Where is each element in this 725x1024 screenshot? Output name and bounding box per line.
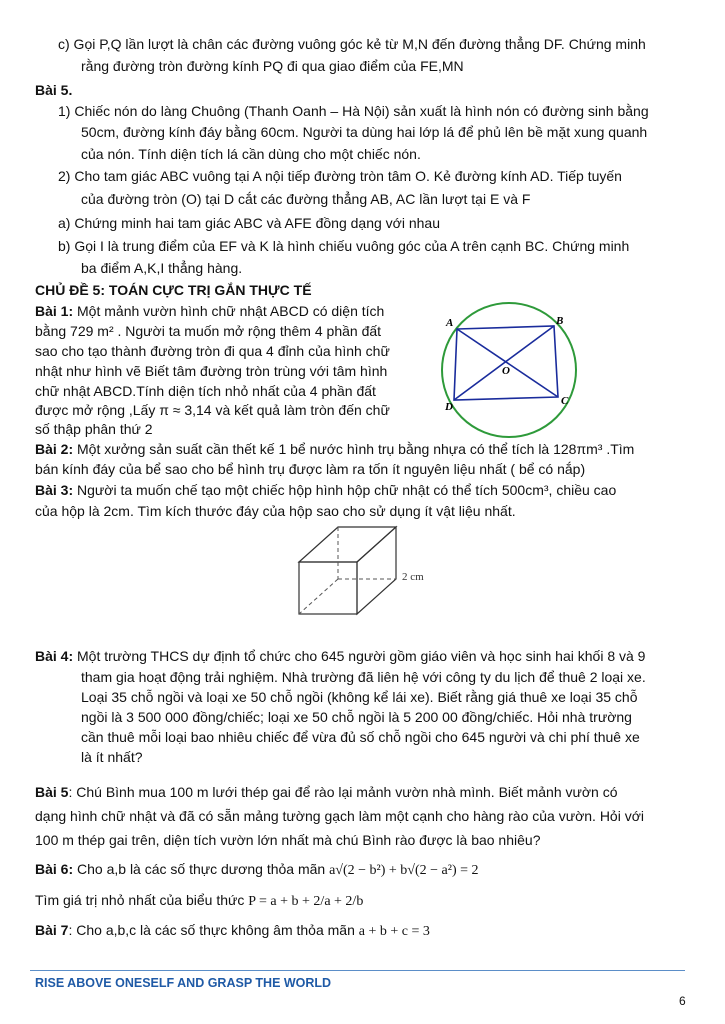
b5-a: a) Chứng minh hai tam giác ABC và AFE đồng dạng với nhau [58, 215, 440, 231]
bai1-line4: nhật như hình vẽ Biết tâm đường tròn trùng với tâm hình [35, 363, 388, 379]
bai1-line5: chữ nhật ABCD.Tính diện tích nhỏ nhất của 4 phần đất [35, 383, 376, 399]
page-number: 6 [679, 994, 686, 1008]
bai1-line7: số thập phân thứ 2 [35, 421, 153, 437]
bai5-heading: Bài 5. [35, 82, 73, 98]
point-c-label: C [561, 395, 569, 407]
box-height-label: 2 cm [402, 571, 424, 583]
point-a-label: A [446, 317, 454, 329]
bai6-line1 [35, 859, 479, 881]
bai1-label: Bài 1: [35, 303, 74, 319]
bai3-text1: Người ta muốn chế tạo một chiếc hộp hình hộp chữ nhật có thể tích 500cm³, chiều cao [73, 482, 617, 498]
chude5-heading: CHỦ ĐỀ 5: TOÁN CỰC TRỊ GẮN THỰC TẾ [35, 282, 312, 298]
bai1-text1: Một mảnh vườn hình chữ nhật ABCD có diện tích [73, 303, 385, 319]
bai2-text1: Một xưởng sản suất cần thết kế 1 bể nước hình trụ bằng nhựa có thể tích là 128πm³ .Tìm [73, 441, 635, 457]
bai5b-line1 [35, 782, 618, 802]
bai6-expression: P = a + b + 2/a + 2/b [248, 894, 364, 909]
bai5b-label: Bài 5 [35, 784, 69, 800]
bai2-label: Bài 2: [35, 441, 74, 457]
bai1-line3: sao cho tạo thành đường tròn đi qua 4 đỉnh của hình chữ [35, 343, 390, 359]
bai4-line4: ngồi là 3 500 000 đồng/chiếc; loại xe 50 chỗ ngồi là 5 200 00 đồng/chiếc. Hỏi nhà trường [81, 709, 632, 725]
bai1-line1 [35, 301, 384, 321]
bai4-line5: cần thuê mỗi loại bao nhiêu chiếc để vừa đủ số chỗ ngồi cho 645 người và chi phí thuê xe [81, 729, 640, 745]
bai7-line1 [35, 920, 430, 942]
bai6-label: Bài 6: [35, 861, 74, 877]
point-d-label: D [445, 401, 453, 413]
bai5b-line2: dạng hình chữ nhật và đã có sẵn mảng tường gạch làm một cạnh cho hàng rào của vườn. Hỏi với [35, 808, 645, 824]
c-item-line1: c) Gọi P,Q lần lượt là chân các đường vuông góc kẻ từ M,N đến đường thẳng DF. Chứng minh [58, 36, 646, 52]
bai3-line2: của hộp là 2cm. Tìm kích thước đáy của hộp sao cho sử dụng ít vật liệu nhất. [35, 503, 516, 519]
bai5b-line3: 100 m thép gai trên, diện tích vườn lớn nhất mà chú Bình rào được là bao nhiêu? [35, 832, 541, 848]
b5-2-line1: 2) Cho tam giác ABC vuông tại A nội tiếp đường tròn tâm O. Kẻ đường kính AD. Tiếp tuyến [58, 168, 622, 184]
bai7-label: Bài 7 [35, 922, 69, 938]
b5-1-line2: 50cm, đường kính đáy bằng 60cm. Người ta dùng hai lớp lá để phủ lên bề mặt xung quanh [81, 124, 648, 140]
b5-b-line1: b) Gọi I là trung điểm của EF và K là hình chiếu vuông góc của A trên cạnh BC. Chứng minh [58, 238, 630, 254]
b5-b-line2: ba điểm A,K,I thẳng hàng. [81, 260, 243, 276]
bai7-text1: : Cho a,b,c là các số thực không âm thỏa mãn [68, 922, 355, 938]
bai2-line2: bán kính đáy của bể sao cho bể hình trụ được làm ra tốn ít nguyên liệu nhất ( bể có nắp) [35, 461, 586, 477]
c-item-line2: rằng đường tròn đường kính PQ đi qua giao điểm của FE,MN [81, 58, 464, 74]
bai6-text2: Tìm giá trị nhỏ nhất của biểu thức [35, 892, 245, 908]
bai1-line6: được mở rộng ,Lấy π ≈ 3,14 và kết quả làm tròn đến chữ [35, 402, 390, 418]
bai2-line1 [35, 439, 634, 459]
bai4-line1 [35, 646, 645, 666]
bai4-label: Bài 4: [35, 648, 74, 664]
bai4-text1: Một trường THCS dự định tổ chức cho 645 người gồm giáo viên và học sinh hai khối 8 và 9 [73, 648, 646, 664]
b5-2-line2: của đường tròn (O) tại D cắt các đường thẳng AB, AC lần lượt tại E và F [81, 191, 531, 207]
bai6-line2 [35, 890, 363, 912]
b5-1-line3: của nón. Tính diện tích lá cần dùng cho một chiếc nón. [81, 146, 421, 162]
bai3-label: Bài 3: [35, 482, 74, 498]
bai6-text1: Cho a,b là các số thực dương thỏa mãn [73, 861, 326, 877]
footer-rule [30, 970, 685, 971]
bai1-line2: bằng 729 m² . Người ta muốn mở rộng thêm 4 phần đất [35, 323, 382, 339]
point-o-label: O [502, 365, 510, 377]
bai4-line2: tham gia hoạt động trải nghiệm. Nhà trường đã liên hệ với công ty du lịch để thuê 2 loại xe. [81, 669, 646, 685]
bai5b-text1: : Chú Bình mua 100 m lưới thép gai để rào lại mảnh vườn nhà mình. Biết mảnh vườn có [68, 784, 618, 800]
point-b-label: B [556, 315, 564, 327]
box-figure [296, 522, 436, 622]
circle-rectangle-figure [440, 302, 600, 442]
bai7-equation: a + b + c = 3 [358, 924, 430, 939]
bai3-line1 [35, 480, 616, 500]
b5-1-line1: 1) Chiếc nón do làng Chuông (Thanh Oanh – Hà Nội) sản xuất là hình nón có đường sinh bằng [58, 103, 649, 119]
bai6-equation: a√(2 − b²) + b√(2 − a²) = 2 [329, 863, 479, 878]
bai4-line3: Loại 35 chỗ ngồi và loại xe 50 chỗ ngồi (không kể lái xe). Biết rằng giá thuê xe loại 35 chỗ [81, 689, 638, 705]
footer-slogan: RISE ABOVE ONESELF AND GRASP THE WORLD [35, 976, 332, 990]
bai4-line6: là ít nhất? [81, 749, 143, 765]
